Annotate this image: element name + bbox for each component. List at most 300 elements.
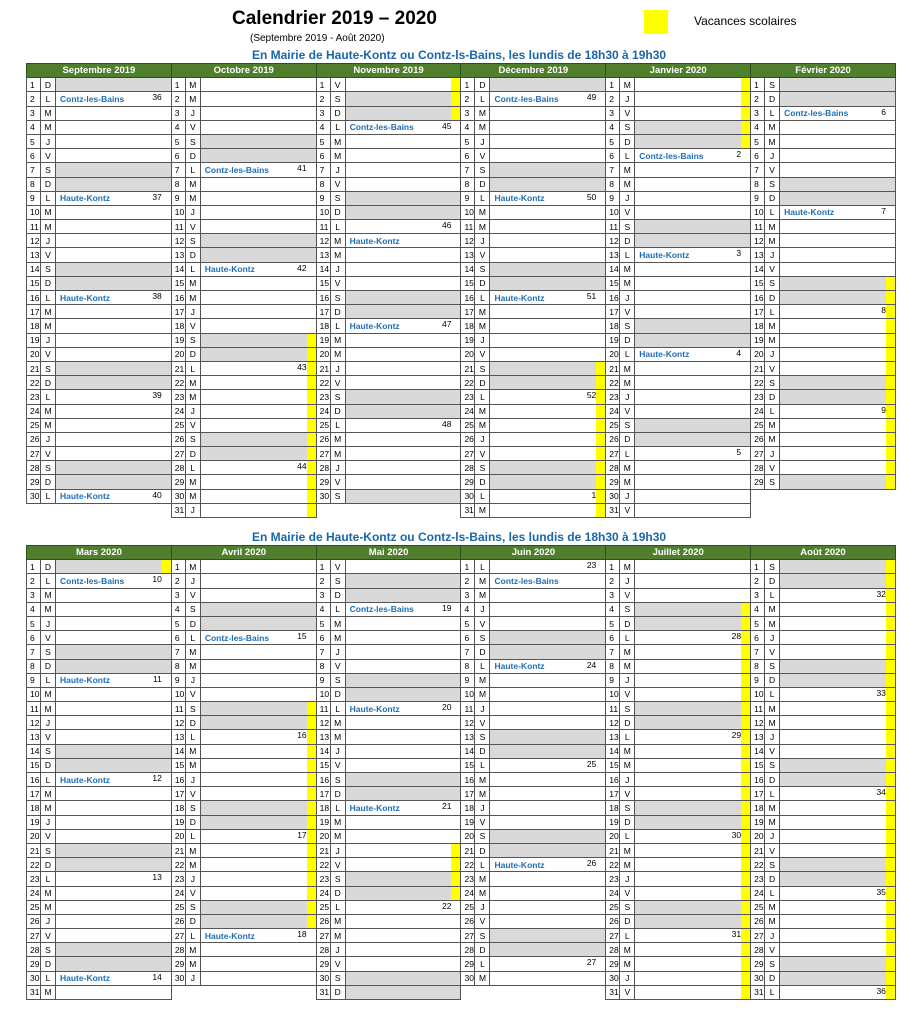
empty-cell — [27, 503, 41, 517]
event-cell — [345, 560, 461, 574]
day-number: 12 — [461, 234, 475, 248]
weekday-letter: M — [620, 177, 635, 191]
day-number: 13 — [461, 730, 475, 744]
day-number: 2 — [461, 92, 475, 106]
day-number: 17 — [27, 305, 41, 319]
day-number: 25 — [606, 900, 620, 914]
week-number: 28 — [731, 631, 742, 642]
day-number: 5 — [461, 134, 475, 148]
event-cell — [490, 616, 606, 630]
weekday-letter: L — [620, 447, 635, 461]
weekday-letter: V — [765, 645, 780, 659]
event-cell — [635, 645, 751, 659]
day-number: 14 — [171, 262, 185, 276]
day-number: 16 — [751, 773, 765, 787]
event-cell — [345, 914, 461, 928]
day-number: 17 — [171, 787, 185, 801]
weekday-letter: L — [185, 461, 200, 475]
weekday-letter: L — [41, 489, 56, 503]
event-cell — [635, 744, 751, 758]
day-number: 8 — [27, 177, 41, 191]
weekday-letter: V — [185, 418, 200, 432]
day-number: 7 — [316, 645, 330, 659]
day-row — [27, 333, 896, 347]
day-number: 26 — [171, 914, 185, 928]
day-number: 14 — [606, 744, 620, 758]
event-cell — [635, 631, 751, 645]
event-cell — [635, 702, 751, 716]
event-cell — [780, 134, 896, 148]
day-number: 12 — [606, 234, 620, 248]
day-row — [27, 191, 896, 205]
weekday-letter: S — [765, 659, 780, 673]
weekday-letter: V — [41, 447, 56, 461]
weekday-letter: M — [185, 843, 200, 857]
event-cell — [490, 461, 606, 475]
day-row — [27, 361, 896, 375]
weekday-letter: D — [620, 914, 635, 928]
weekday-letter: S — [765, 858, 780, 872]
event-cell — [780, 971, 896, 985]
event-cell — [200, 858, 316, 872]
event-cell — [200, 376, 316, 390]
weekday-letter: M — [765, 220, 780, 234]
event-cell — [635, 815, 751, 829]
weekday-letter: J — [620, 489, 635, 503]
event-cell — [780, 843, 896, 857]
day-number: 11 — [751, 220, 765, 234]
event-cell — [780, 418, 896, 432]
permanence-location: Haute-Kontz — [60, 292, 111, 303]
day-number: 28 — [751, 943, 765, 957]
month-header: Août 2020 — [751, 546, 896, 560]
event-cell — [635, 106, 751, 120]
month-header: Septembre 2019 — [27, 64, 172, 78]
day-number: 3 — [27, 106, 41, 120]
weekday-letter: M — [41, 687, 56, 701]
day-number: 16 — [27, 291, 41, 305]
day-number: 29 — [461, 475, 475, 489]
day-number: 15 — [606, 758, 620, 772]
event-cell — [780, 106, 896, 120]
weekday-letter: V — [620, 687, 635, 701]
event-cell — [200, 631, 316, 645]
weekday-letter: M — [330, 447, 345, 461]
day-row — [27, 120, 896, 134]
day-row — [27, 262, 896, 276]
weekday-letter: D — [41, 659, 56, 673]
day-number: 12 — [316, 234, 330, 248]
event-cell — [56, 276, 172, 290]
day-number: 17 — [751, 787, 765, 801]
event-cell — [200, 106, 316, 120]
permanence-location: Contz-les-Bains — [349, 122, 414, 133]
weekday-letter: L — [330, 900, 345, 914]
event-cell — [635, 347, 751, 361]
weekday-letter: M — [330, 248, 345, 262]
event-cell — [200, 262, 316, 276]
event-cell — [345, 957, 461, 971]
event-cell — [56, 616, 172, 630]
weekday-letter: D — [330, 404, 345, 418]
day-number: 15 — [171, 276, 185, 290]
day-number: 24 — [751, 404, 765, 418]
day-number: 8 — [751, 659, 765, 673]
day-number: 1 — [751, 560, 765, 574]
empty-cell — [780, 489, 896, 503]
permanence-location: Haute-Kontz — [60, 491, 111, 502]
event-cell — [780, 645, 896, 659]
event-cell — [780, 262, 896, 276]
event-cell — [490, 418, 606, 432]
weekday-letter: V — [620, 305, 635, 319]
day-row — [27, 390, 896, 404]
day-number: 21 — [461, 361, 475, 375]
weekday-letter: S — [620, 801, 635, 815]
day-number: 28 — [751, 461, 765, 475]
day-number: 1 — [316, 78, 330, 92]
event-cell — [490, 914, 606, 928]
weekday-letter: S — [41, 461, 56, 475]
weekday-letter: M — [41, 801, 56, 815]
day-number: 10 — [27, 687, 41, 701]
day-row — [27, 616, 896, 630]
day-number: 24 — [461, 404, 475, 418]
day-number: 5 — [316, 134, 330, 148]
weekday-letter: M — [41, 220, 56, 234]
day-row — [27, 730, 896, 744]
day-number: 7 — [461, 163, 475, 177]
day-number: 15 — [751, 276, 765, 290]
day-number: 26 — [461, 914, 475, 928]
day-number: 29 — [316, 475, 330, 489]
day-number: 2 — [751, 574, 765, 588]
day-number: 7 — [171, 645, 185, 659]
event-cell — [56, 943, 172, 957]
day-number: 25 — [606, 418, 620, 432]
day-number: 10 — [606, 205, 620, 219]
event-cell — [635, 305, 751, 319]
permanence-location: Contz-les-Bains — [204, 164, 270, 175]
day-row — [27, 149, 896, 163]
event-cell — [56, 333, 172, 347]
day-number: 25 — [171, 900, 185, 914]
event-cell — [635, 829, 751, 843]
day-number: 22 — [27, 858, 41, 872]
event-cell — [635, 801, 751, 815]
event-cell — [490, 588, 606, 602]
weekday-letter: M — [330, 347, 345, 361]
weekday-letter: J — [620, 971, 635, 985]
day-number: 15 — [27, 276, 41, 290]
weekday-letter: J — [620, 673, 635, 687]
day-row — [27, 886, 896, 900]
event-cell — [780, 92, 896, 106]
day-number: 1 — [171, 78, 185, 92]
day-number: 11 — [461, 702, 475, 716]
event-cell — [635, 716, 751, 730]
day-number: 10 — [316, 205, 330, 219]
day-row — [27, 248, 896, 262]
day-number: 17 — [461, 787, 475, 801]
event-cell — [345, 191, 461, 205]
weekday-letter: S — [185, 801, 200, 815]
day-number: 25 — [27, 418, 41, 432]
event-cell — [345, 234, 461, 248]
event-cell — [345, 616, 461, 630]
weekday-letter: V — [765, 943, 780, 957]
weekday-letter: V — [620, 106, 635, 120]
day-row — [27, 418, 896, 432]
weekday-letter: D — [765, 291, 780, 305]
day-row — [27, 900, 896, 914]
weekday-letter: M — [41, 319, 56, 333]
permanence-location: Haute-Kontz — [784, 207, 835, 218]
event-cell — [635, 787, 751, 801]
event-cell — [780, 234, 896, 248]
event-cell — [780, 858, 896, 872]
day-number: 30 — [461, 489, 475, 503]
weekday-letter: D — [330, 787, 345, 801]
event-cell — [345, 588, 461, 602]
weekday-letter: M — [185, 957, 200, 971]
weekday-letter: M — [185, 78, 200, 92]
permanence-location: Contz-les-Bains — [494, 93, 559, 104]
day-number: 4 — [751, 602, 765, 616]
event-cell — [345, 702, 461, 716]
day-number: 16 — [27, 773, 41, 787]
weekday-letter: V — [475, 149, 490, 163]
week-number: 26 — [586, 858, 597, 869]
day-row — [27, 645, 896, 659]
event-cell — [56, 631, 172, 645]
weekday-letter: J — [475, 134, 490, 148]
event-cell — [56, 716, 172, 730]
event-cell — [490, 149, 606, 163]
week-number: 46 — [441, 220, 452, 231]
weekday-letter: S — [765, 957, 780, 971]
weekday-letter: M — [185, 291, 200, 305]
weekday-letter: V — [765, 744, 780, 758]
event-cell — [56, 900, 172, 914]
weekday-letter: S — [41, 645, 56, 659]
month-header: Février 2020 — [751, 64, 896, 78]
event-cell — [780, 900, 896, 914]
weekday-letter: J — [475, 801, 490, 815]
day-row — [27, 815, 896, 829]
weekday-letter: M — [620, 645, 635, 659]
event-cell — [56, 220, 172, 234]
day-number: 4 — [27, 602, 41, 616]
day-number: 31 — [606, 985, 620, 999]
event-cell — [635, 149, 751, 163]
day-number: 15 — [461, 276, 475, 290]
day-number: 23 — [606, 390, 620, 404]
weekday-letter: L — [41, 773, 56, 787]
weekday-letter: J — [475, 333, 490, 347]
day-row — [27, 574, 896, 588]
day-number: 20 — [27, 347, 41, 361]
day-number: 12 — [316, 716, 330, 730]
event-cell — [56, 659, 172, 673]
week-number: 16 — [297, 730, 307, 741]
event-cell — [780, 716, 896, 730]
month-header: Décembre 2019 — [461, 64, 606, 78]
weekday-letter: S — [475, 262, 490, 276]
empty-cell — [751, 503, 765, 517]
day-number: 30 — [606, 489, 620, 503]
weekday-letter: D — [475, 475, 490, 489]
event-cell — [635, 475, 751, 489]
weekday-letter: M — [330, 631, 345, 645]
day-number: 19 — [461, 815, 475, 829]
weekday-letter: D — [765, 92, 780, 106]
event-cell — [635, 276, 751, 290]
day-number: 22 — [316, 376, 330, 390]
weekday-letter: M — [475, 872, 490, 886]
event-cell — [490, 134, 606, 148]
day-number: 15 — [27, 758, 41, 772]
weekday-letter: M — [620, 78, 635, 92]
day-number: 7 — [751, 163, 765, 177]
weekday-letter: M — [475, 319, 490, 333]
day-number: 22 — [171, 376, 185, 390]
day-number: 9 — [606, 673, 620, 687]
weekday-letter: J — [765, 929, 780, 943]
weekday-letter: V — [475, 914, 490, 928]
weekday-letter: J — [475, 602, 490, 616]
day-number: 1 — [606, 78, 620, 92]
weekday-letter: L — [475, 858, 490, 872]
day-row — [27, 461, 896, 475]
day-number: 22 — [751, 376, 765, 390]
weekday-letter: J — [765, 447, 780, 461]
day-number: 16 — [171, 291, 185, 305]
weekday-letter: S — [620, 602, 635, 616]
day-number: 18 — [316, 801, 330, 815]
event-cell — [635, 843, 751, 857]
weekday-letter: S — [765, 758, 780, 772]
permanence-location: Contz-les-Bains — [204, 632, 270, 643]
event-cell — [345, 205, 461, 219]
event-cell — [490, 191, 606, 205]
day-number: 23 — [751, 872, 765, 886]
event-cell — [490, 957, 606, 971]
weekday-letter: V — [41, 149, 56, 163]
day-number: 3 — [316, 106, 330, 120]
week-number: 5 — [736, 447, 742, 458]
day-number: 16 — [316, 291, 330, 305]
weekday-letter: L — [620, 631, 635, 645]
event-cell — [200, 177, 316, 191]
day-number: 19 — [751, 333, 765, 347]
event-cell — [200, 773, 316, 787]
day-number: 4 — [171, 602, 185, 616]
weekday-letter: D — [41, 276, 56, 290]
event-cell — [56, 234, 172, 248]
weekday-letter: M — [41, 602, 56, 616]
weekday-letter: M — [475, 503, 490, 517]
day-number: 18 — [171, 319, 185, 333]
permanence-location: Contz-les-Bains — [60, 575, 125, 586]
day-row — [27, 305, 896, 319]
weekday-letter: M — [185, 475, 200, 489]
day-number: 6 — [606, 631, 620, 645]
weekday-letter: M — [765, 134, 780, 148]
event-cell — [345, 886, 461, 900]
event-cell — [635, 447, 751, 461]
day-number: 8 — [606, 177, 620, 191]
week-number: 2 — [736, 149, 742, 160]
event-cell — [345, 404, 461, 418]
permanence-location: Haute-Kontz — [60, 973, 111, 984]
weekday-letter: S — [475, 163, 490, 177]
day-number: 14 — [751, 744, 765, 758]
day-number: 28 — [606, 461, 620, 475]
day-number: 15 — [751, 758, 765, 772]
week-number: 42 — [297, 262, 307, 273]
day-number: 22 — [461, 376, 475, 390]
weekday-letter: M — [475, 687, 490, 701]
weekday-letter: D — [620, 432, 635, 446]
week-number: 36 — [876, 985, 886, 996]
weekday-letter: J — [41, 616, 56, 630]
weekday-letter: S — [765, 177, 780, 191]
weekday-letter: J — [330, 461, 345, 475]
day-number: 27 — [27, 447, 41, 461]
weekday-letter: J — [620, 574, 635, 588]
weekday-letter: J — [185, 773, 200, 787]
weekday-letter: V — [330, 858, 345, 872]
weekday-letter: M — [620, 475, 635, 489]
day-row — [27, 205, 896, 219]
day-number: 20 — [316, 829, 330, 843]
weekday-letter: J — [475, 234, 490, 248]
day-number: 13 — [461, 248, 475, 262]
weekday-letter: M — [41, 702, 56, 716]
weekday-letter: M — [330, 234, 345, 248]
event-cell — [56, 843, 172, 857]
weekday-letter: V — [475, 616, 490, 630]
event-cell — [200, 730, 316, 744]
week-number: 31 — [731, 929, 742, 940]
day-number: 16 — [461, 773, 475, 787]
month-header: Juin 2020 — [461, 546, 606, 560]
day-number: 13 — [751, 248, 765, 262]
day-number: 24 — [606, 404, 620, 418]
weekday-letter: D — [185, 914, 200, 928]
day-number: 5 — [751, 134, 765, 148]
day-row — [27, 319, 896, 333]
event-cell — [200, 234, 316, 248]
week-number: 12 — [152, 773, 162, 783]
weekday-letter: L — [330, 602, 345, 616]
weekday-letter: M — [765, 801, 780, 815]
weekday-letter: V — [185, 588, 200, 602]
week-number: 43 — [297, 361, 307, 372]
event-cell — [635, 971, 751, 985]
day-number: 6 — [461, 149, 475, 163]
day-number: 23 — [751, 390, 765, 404]
weekday-letter: M — [475, 773, 490, 787]
day-row — [27, 291, 896, 305]
weekday-letter: M — [41, 106, 56, 120]
day-number: 21 — [27, 843, 41, 857]
event-cell — [345, 418, 461, 432]
weekday-letter: M — [185, 744, 200, 758]
day-number: 7 — [27, 163, 41, 177]
day-row — [27, 404, 896, 418]
